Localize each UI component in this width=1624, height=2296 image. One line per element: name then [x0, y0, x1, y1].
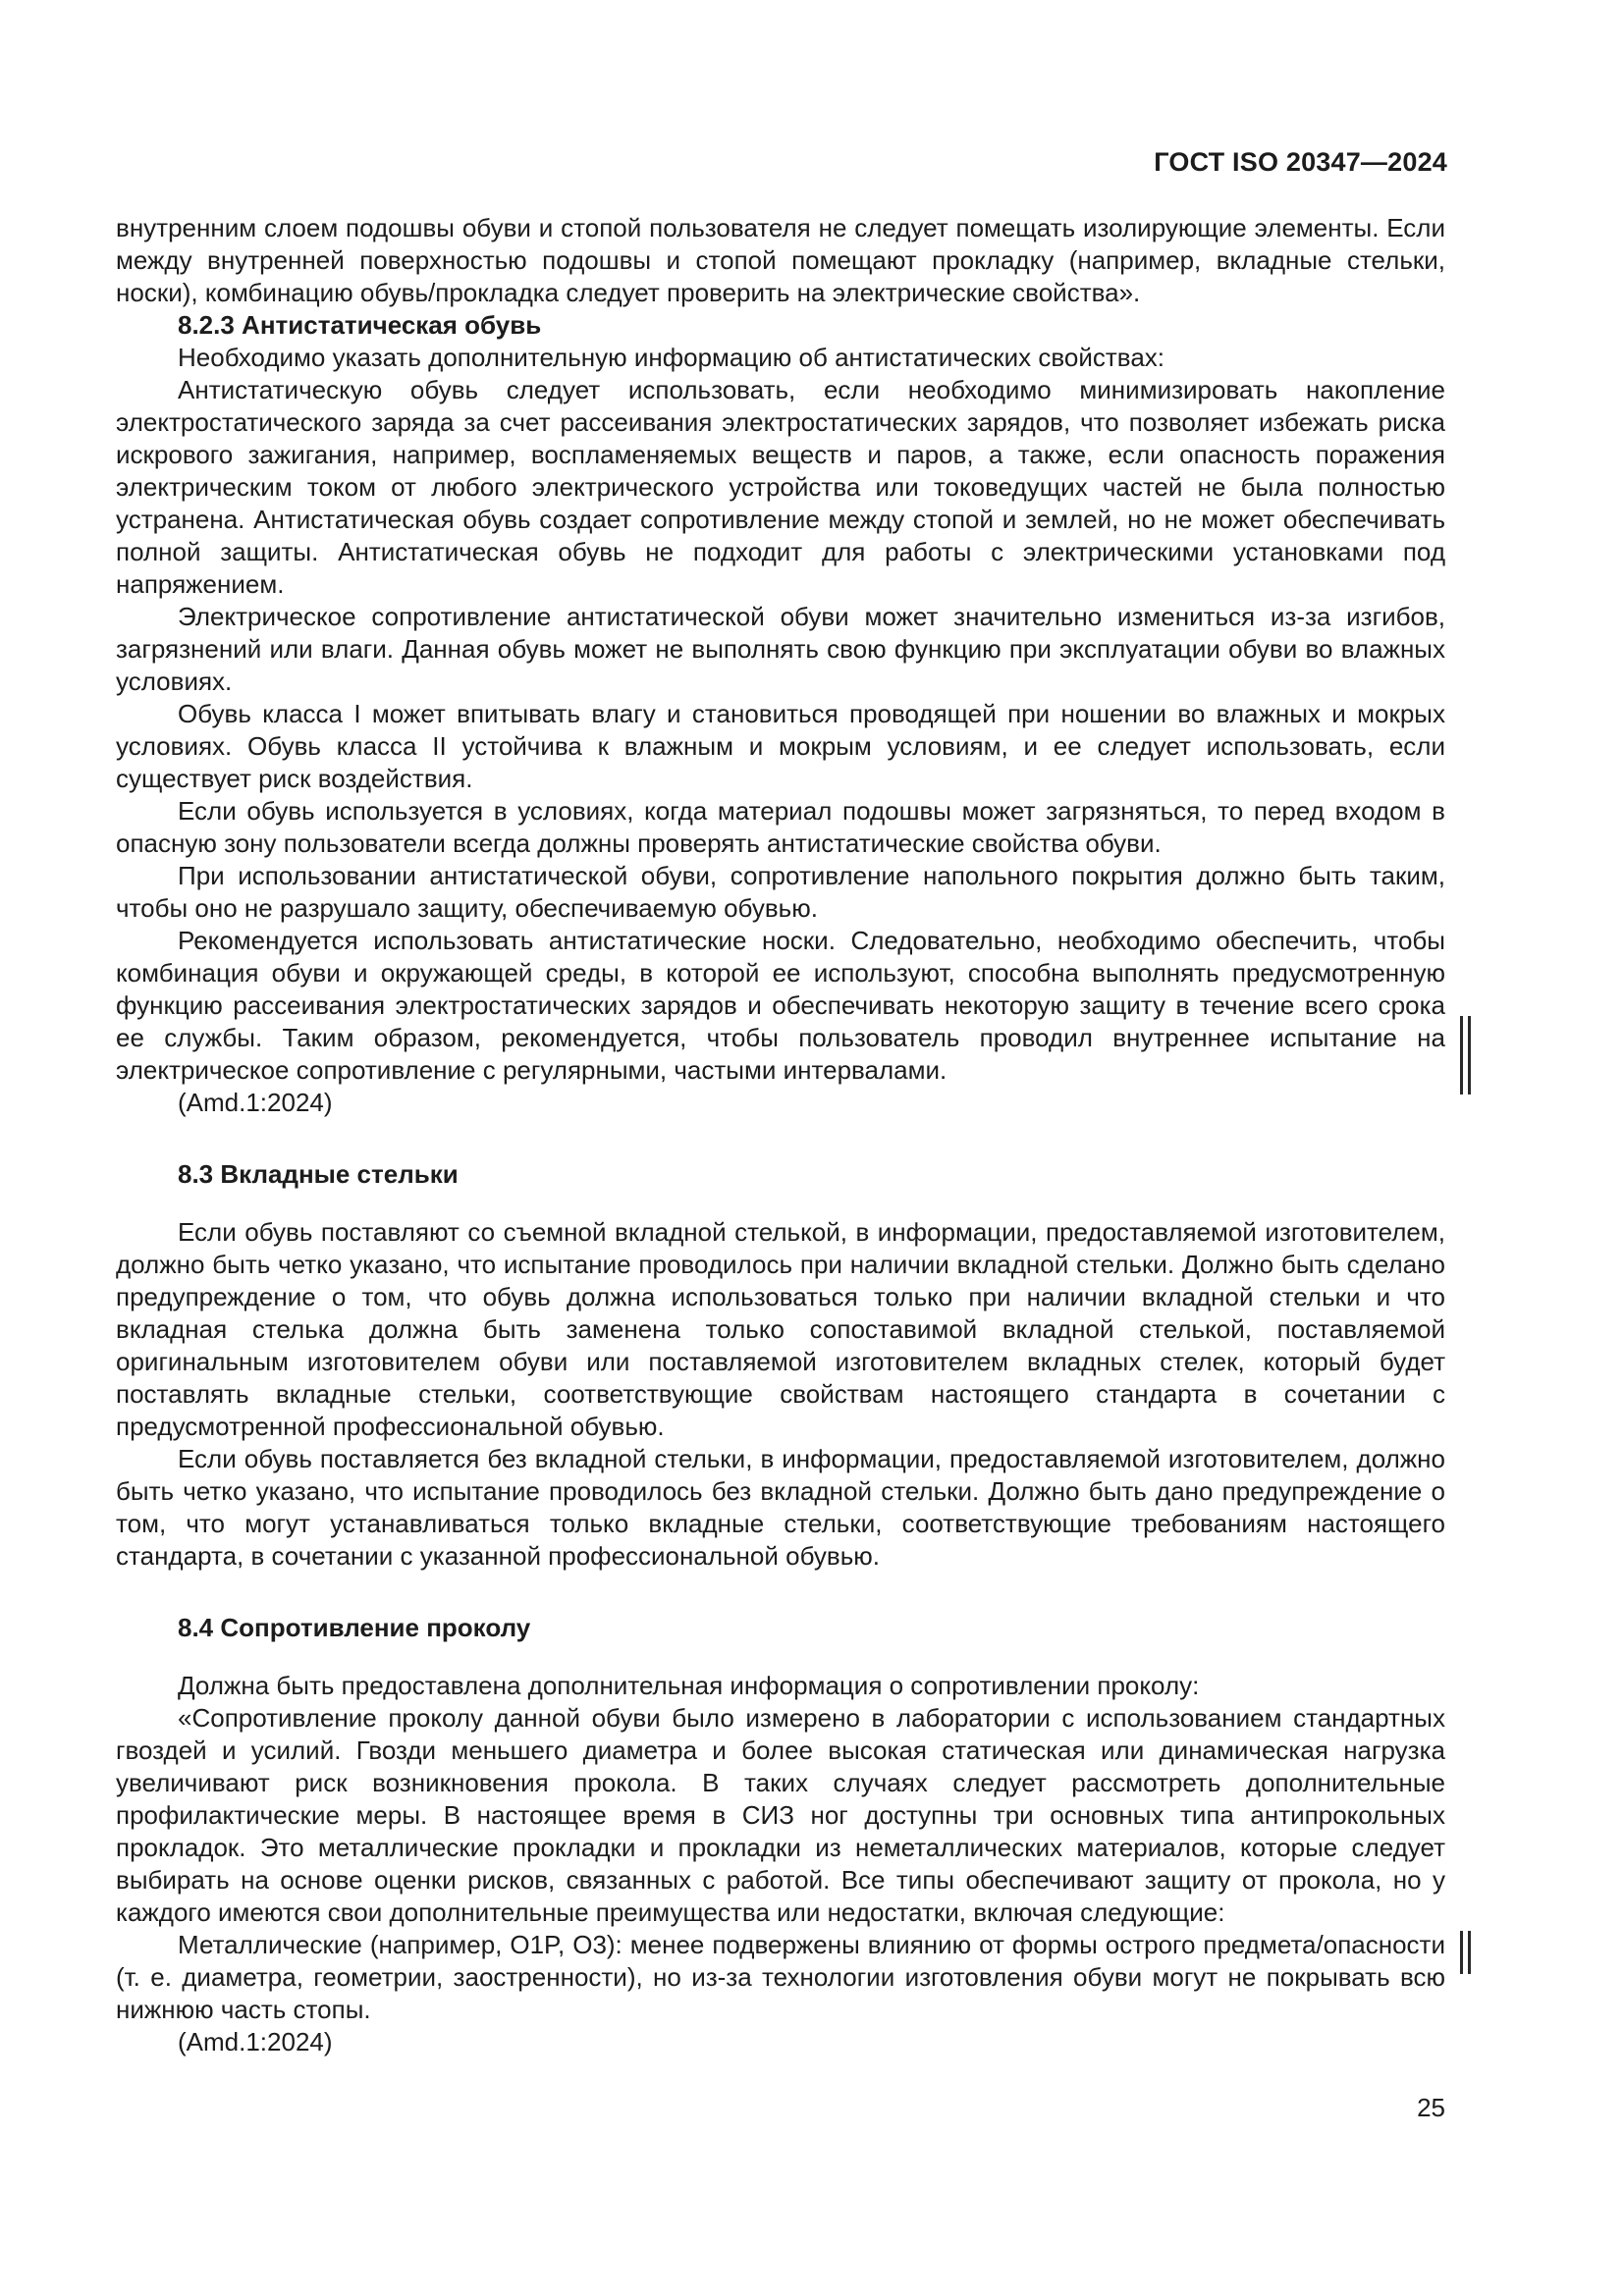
paragraph: Электрическое сопротивление антистатической обуви может значительно измениться из-за изгибов, загрязнений или влаги. Данная обувь может не выполнять свою функцию при эксплуатации обуви во влажных условиях. — [116, 602, 1445, 696]
change-bar — [1460, 1931, 1471, 1974]
page-number: 25 — [1417, 2093, 1445, 2122]
paragraph: Рекомендуется использовать антистатические носки. Следовательно, необходимо обеспечить, чтобы комбинация обуви и окружающей среды, в которой ее используют, способна выполнять предусмотренную функцию рассеивания электростатических зарядов и обеспечивать некоторую защиту в течение всего срока ее службы. Таким образом, рекомендуется, чтобы пользователь проводил внутреннее испытание на электрическое сопротивление с регулярными, частыми интервалами. — [116, 925, 1445, 1087]
paragraph: Если обувь поставляют со съемной вкладной стелькой, в информации, предоставляемой изготовителем, должно быть четко указано, что испытание проводилось при наличии вкладной стельки. Должно быть сделано предупреждение о том, что обувь должна использоваться только при наличии вкладной стельки и что вкладная стелька должна быть заменена только сопоставимой вкладной стелькой, поставляемой оригинальным изготовителем обуви или поставляемой изготовителем вкладных стелек, который будет поставлять вкладные стельки, соответствующие свойствам настоящего стандарта в сочетании с предусмотренной профессиональной обувью. — [116, 1217, 1445, 1441]
section-heading-8-2-3: 8.2.3 Антистатическая обувь — [178, 310, 542, 340]
paragraph: Антистатическую обувь следует использовать, если необходимо минимизировать накопление электростатического заряда за счет рассеивания электростатических зарядов, что позволяет избежать риска искрового зажигания, например, воспламеняемых веществ и паров, а также, если опасность поражения электрическим током от любого электрического устройства или токоведущих частей не была полностью устранена. Антистатическая обувь создает сопротивление между стопой и землей, но не может обеспечивать полной защиты. Антистатическая обувь не подходит для работы с электрическими установками под напряжением. — [116, 375, 1445, 599]
section-heading-8-4: 8.4 Сопротивление проколу — [178, 1613, 531, 1642]
document-body — [116, 212, 1445, 2058]
paragraph: Если обувь поставляется без вкладной стельки, в информации, предоставляемой изготовителем, должно быть четко указано, что испытание проводилось без вкладной стельки. Должно быть дано предупреждение о том, что могут устанавливаться только вкладные стельки, соответствующие требованиям настоящего стандарта, в сочетании с указанной профессиональной обувью. — [116, 1444, 1445, 1571]
paragraph: «Сопротивление проколу данной обуви было измерено в лаборатории с использованием стандартных гвоздей и усилий. Гвозди меньшего диаметра и более высокая статическая или динамическая нагрузка увеличивают риск возникновения прокола. В таких случаях следует рассмотреть дополнительные профилактические меры. В настоящее время в СИЗ ног доступны три основных типа антипрокольных прокладок. Это металлические прокладки и прокладки из неметаллических материалов, которые следует выбирать на основе оценки рисков, связанных с работой. Все типы обеспечивают защиту от прокола, но у каждого имеются свои дополнительные преимущества или недостатки, включая следующие: — [116, 1703, 1445, 1927]
paragraph: Металлические (например, O1P, O3): менее подвержены влиянию от формы острого предмета/опасности (т. е. диаметра, геометрии, заостренности), но из-за технологии изготовления обуви могут не покрывать всю нижнюю часть стопы. — [116, 1929, 1445, 2026]
paragraph: Необходимо указать дополнительную информацию об антистатических свойствах: — [178, 343, 1165, 372]
paragraph: Если обувь используется в условиях, когда материал подошвы может загрязняться, то перед входом в опасную зону пользователи всегда должны проверять антистатические свойства обуви. — [116, 796, 1445, 858]
amendment-note: (Amd.1:2024) — [178, 2027, 333, 2056]
paragraph: Должна быть предоставлена дополнительная информация о сопротивлении проколу: — [178, 1671, 1200, 1700]
section-heading-8-3: 8.3 Вкладные стельки — [178, 1159, 459, 1189]
paragraph: Обувь класса I может впитывать влагу и становиться проводящей при ношении во влажных и мокрых условиях. Обувь класса II устойчива к влажным и мокрым условиям, и ее следует использовать, если существует риск воздействия. — [116, 699, 1445, 793]
paragraph: При использовании антистатической обуви, сопротивление напольного покрытия должно быть таким, чтобы оно не разрушало защиту, обеспечиваемую обувью. — [116, 861, 1445, 923]
doc-number-header: ГОСТ ISO 20347—2024 — [1154, 147, 1447, 177]
change-bar — [1460, 1016, 1471, 1095]
paragraph-continuation: внутренним слоем подошвы обуви и стопой пользователя не следует помещать изолирующие элементы. Если между внутренней поверхностью подошвы и стопой помещают прокладку (например, вкладные стельки, носки), комбинацию обувь/прокладка следует проверить на электрические свойства». — [116, 213, 1445, 307]
amendment-note: (Amd.1:2024) — [178, 1088, 333, 1117]
